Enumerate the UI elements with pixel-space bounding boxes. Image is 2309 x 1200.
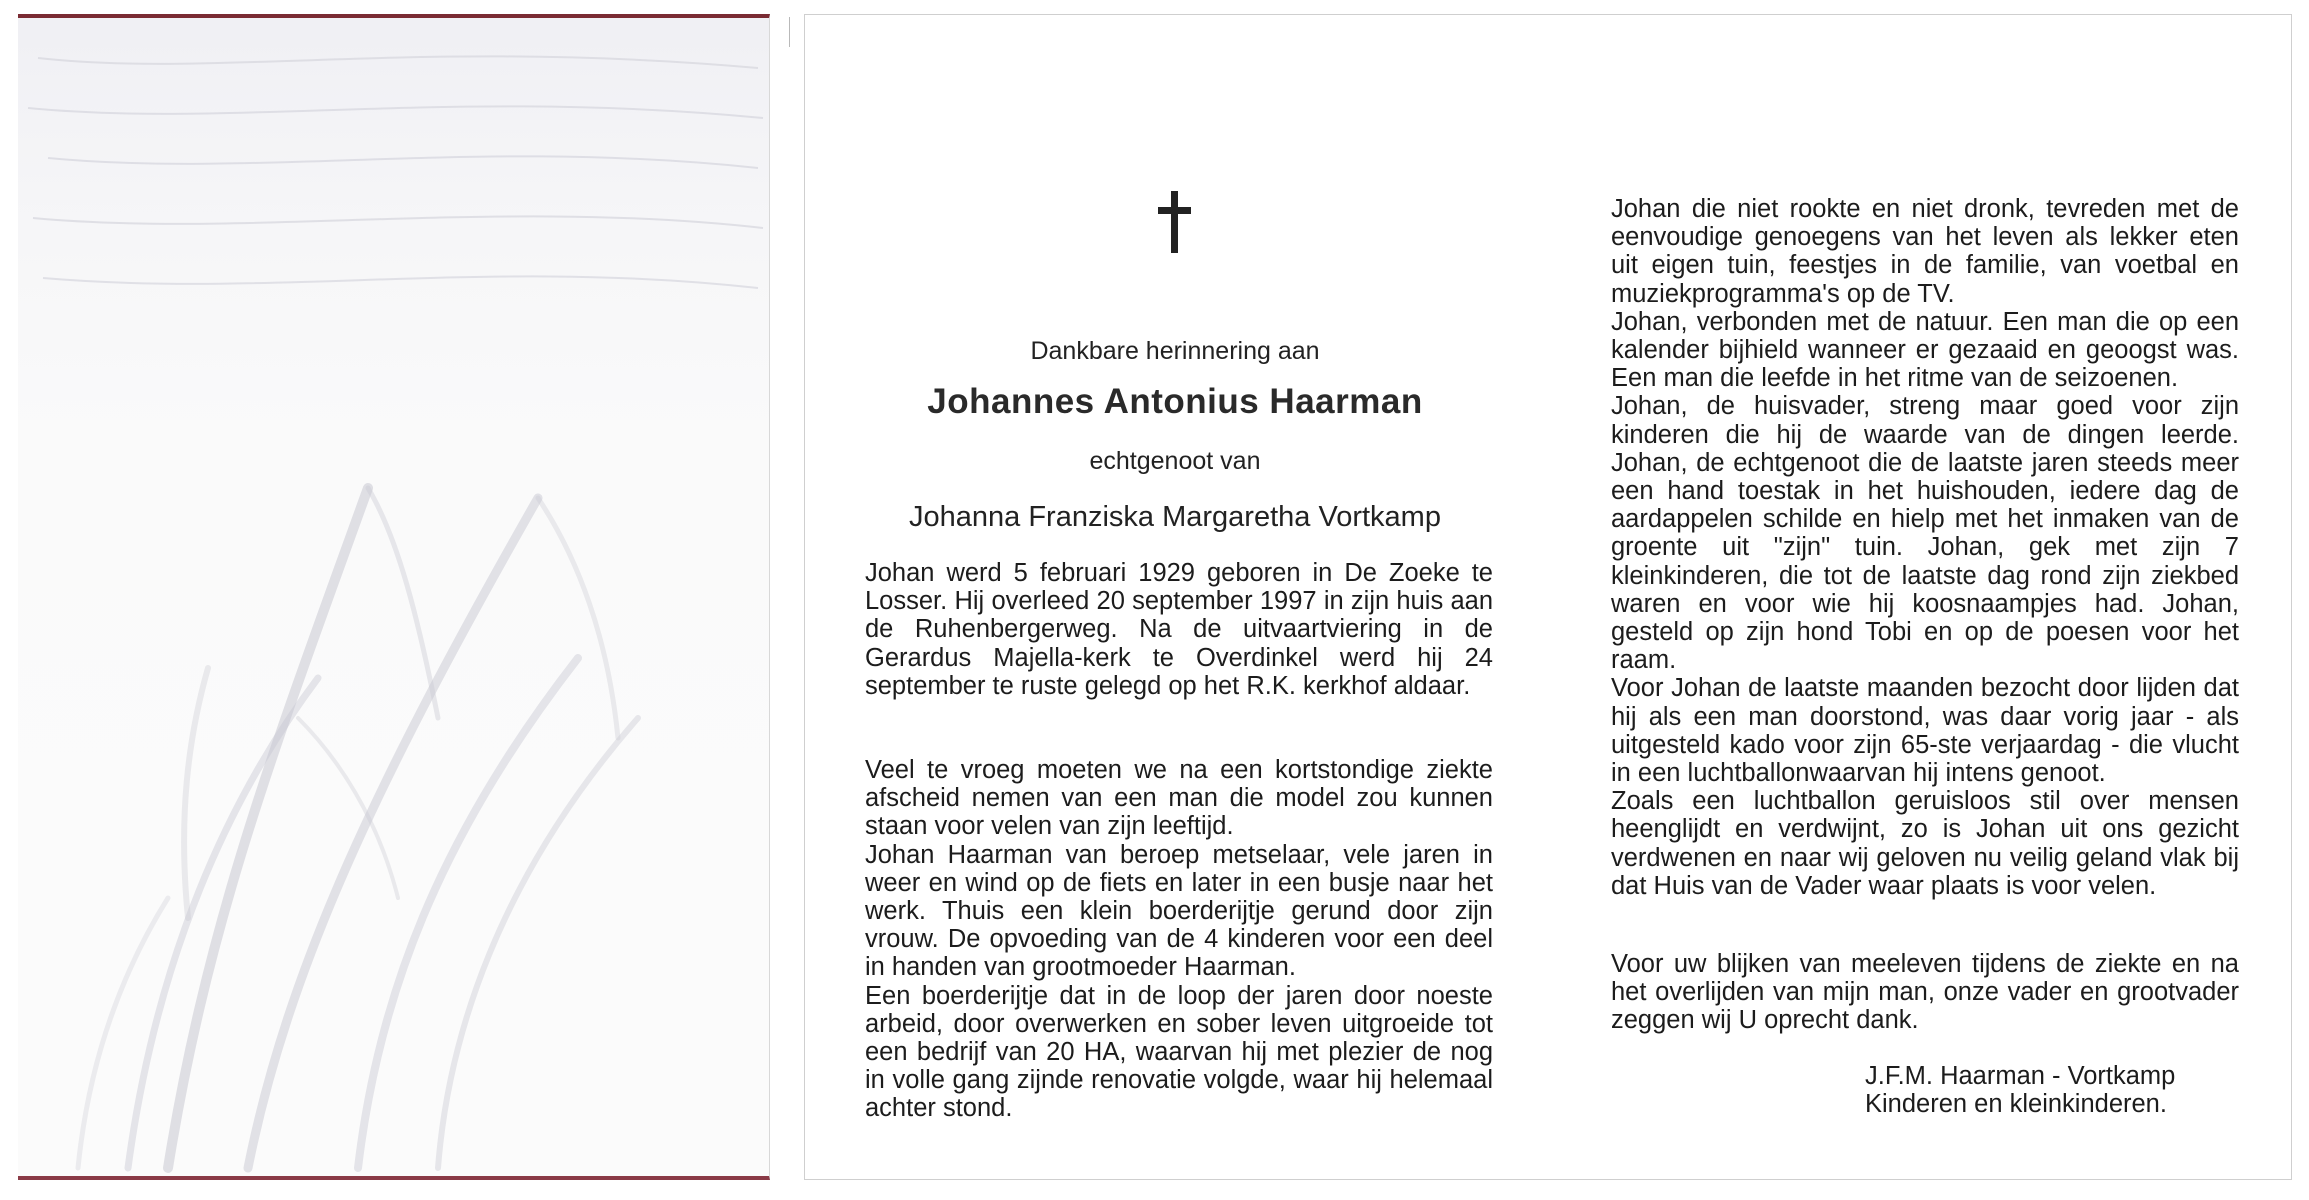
paragraph: Johan die niet rookte en niet dronk, tevreden met de eenvoudige genoegens van het leven als lekker eten uit eigen tuin, feestjes in de familie, van voetbal en muziekprogramma's op de TV. — [1611, 195, 2239, 308]
card-inside-panel — [804, 14, 2292, 1180]
paragraph: Een boerderijtje dat in de loop der jaren door noeste arbeid, door overwerken en sober leven uitgroeide tot een bedrijf van 20 HA, waarvan hij met plezier de nog in volle gang zijnde renovatie volgde, waar hij helemaal achter stond. — [865, 981, 1493, 1123]
intro-line: Dankbare herinnering aan — [1030, 337, 1320, 365]
biography-paragraph: Johan werd 5 februari 1929 geboren in De Zoeke te Losser. Hij overleed 20 september 1997 in zijn huis aan de Ruhenbergerweg. Na de uitvaartviering in de Gerardus Majella-kerk te Overdinkel werd hij 24 september te ruste gelegd op het R.K. kerkhof aldaar. — [865, 559, 1493, 700]
paragraph: Zoals een luchtballon geruisloos stil over mensen heenglijdt en verdwijnt, zo is Johan uit ons gezicht verdwenen en naar wij geloven nu veilig geland vlak bij dat Huis van de Vader waar plaats is voor velen. — [1611, 787, 2239, 900]
biography-block — [865, 559, 1493, 700]
signature-name: J.F.M. Haarman - Vortkamp — [1865, 1062, 2176, 1090]
deceased-name: Johannes Antonius Haarman — [927, 382, 1423, 421]
latin-cross-icon — [1155, 187, 1195, 257]
signature-family: Kinderen en kleinkinderen. — [1865, 1090, 2167, 1118]
fold-mark — [789, 17, 790, 47]
thanks-block — [1611, 950, 2239, 1035]
paragraph: Johan, de huisvader, streng maar goed voor zijn kinderen die hij de waarde van de dingen leerde. Johan, de echtgenoot die de laatste jaren steeds meer een hand toestak in het huishouden, iedere dag de aardappelen schilde en hielp met het inmaken van de groente uit "zijn" tuin. Johan, gek met zijn 7 kleinkinderen, die tot de laatste dag rond zijn ziekbed waren en voor wie hij koosnaampjes had. Johan, gesteld op zijn hond Tobi en op de poesen voor het raam. — [1611, 392, 2239, 675]
paragraph: Johan, verbonden met de natuur. Een man die op een kalender bijhield wanneer er gezaaid en geoogst was. Een man die leefde in het ritme van de seizoenen. — [1611, 307, 2239, 393]
signature-block — [1865, 1062, 2175, 1118]
thanks-paragraph: Voor uw blijken van meeleven tijdens de ziekte en na het overlijden van mijn man, onze vader en grootvader zeggen wij U oprecht dank. — [1611, 950, 2239, 1035]
paragraph: Veel te vroeg moeten we na een kortstondige ziekte afscheid nemen van een man die model zou kunnen staan voor velen van zijn leeftijd. — [865, 756, 1493, 841]
paragraph: Voor Johan de laatste maanden bezocht door lijden dat hij als een man doorstond, was daar vorig jaar - als uitgesteld kado voor zijn 65-ste verjaardag - die vlucht in een luchtballonwaarvan hij intens genoot. — [1611, 674, 2239, 788]
paragraph: Johan Haarman van beroep metselaar, vele jaren in weer en wind op de fiets en later in een busje naar het werk. Thuis een klein boerderijtje gerund door zijn vrouw. De opvoeding van de 4 kinderen voor een deel in handen van grootmoeder Haarman. — [865, 840, 1493, 982]
card-front-image-panel — [18, 14, 770, 1180]
embossed-grass-illustration — [18, 18, 770, 1180]
relation-line: echtgenoot van — [1089, 447, 1261, 475]
left-column-text — [865, 756, 1493, 1123]
right-column-text — [1611, 195, 2239, 900]
spouse-name: Johanna Franziska Margaretha Vortkamp — [909, 501, 1441, 533]
